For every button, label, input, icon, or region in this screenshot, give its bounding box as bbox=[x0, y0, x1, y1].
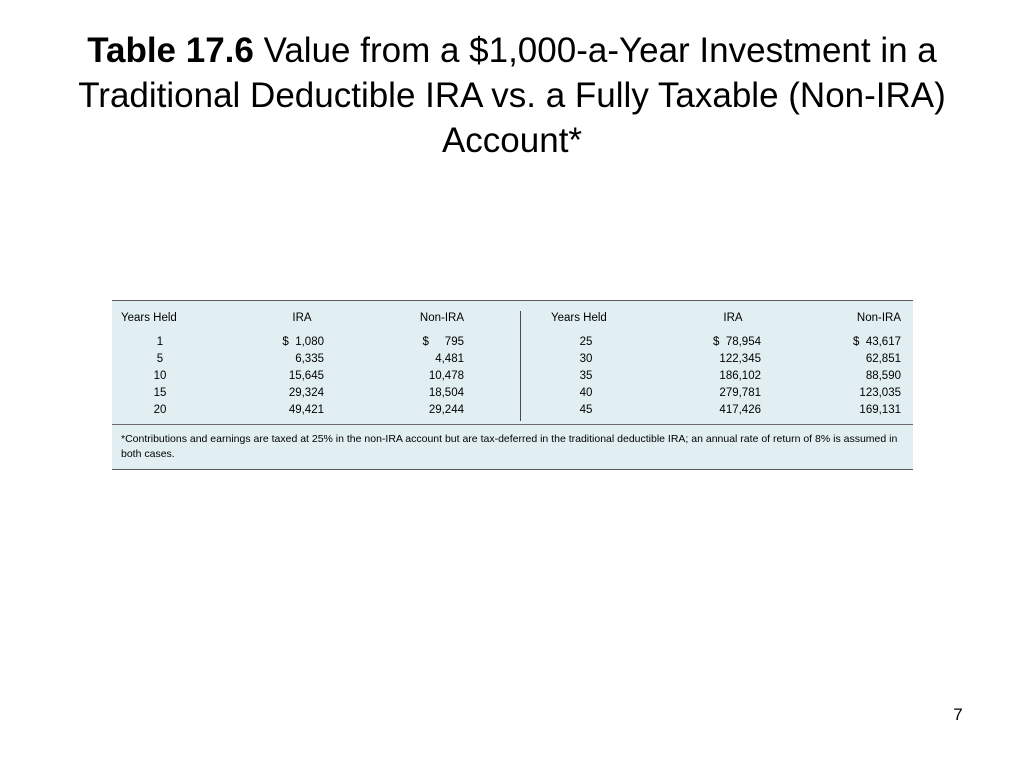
column-divider bbox=[520, 311, 521, 421]
non-ira-value-cell: 62,851 bbox=[865, 353, 901, 365]
ira-value-cell: 15,645 bbox=[288, 370, 324, 382]
years-held-cell: 35 bbox=[579, 370, 593, 382]
non-ira-value-cell: 29,244 bbox=[428, 404, 464, 416]
non-ira-value-cell: $ 43,617 bbox=[853, 336, 901, 348]
ira-value-cell: 29,324 bbox=[288, 387, 324, 399]
slide-title bbox=[40, 28, 984, 163]
header-non-ira-left: Non-IRA bbox=[419, 312, 464, 324]
years-held-cell: 5 bbox=[156, 353, 164, 365]
years-held-cell: 15 bbox=[153, 387, 167, 399]
years-held-cell: 30 bbox=[579, 353, 593, 365]
ira-comparison-table bbox=[112, 300, 913, 470]
non-ira-value-cell: 18,504 bbox=[428, 387, 464, 399]
ira-value-cell: 49,421 bbox=[288, 404, 324, 416]
years-held-cell: 25 bbox=[579, 336, 593, 348]
non-ira-value-cell: 123,035 bbox=[859, 387, 901, 399]
ira-value-cell: 417,426 bbox=[719, 404, 761, 416]
years-held-cell: 10 bbox=[153, 370, 167, 382]
non-ira-value-cell: 169,131 bbox=[859, 404, 901, 416]
years-held-cell: 1 bbox=[156, 336, 164, 348]
years-held-cell: 40 bbox=[579, 387, 593, 399]
ira-value-cell: 122,345 bbox=[719, 353, 761, 365]
header-non-ira-right: Non-IRA bbox=[856, 312, 901, 324]
years-held-cell: 20 bbox=[153, 404, 167, 416]
non-ira-value-cell: $ 795 bbox=[422, 336, 464, 348]
non-ira-value-cell: 4,481 bbox=[435, 353, 464, 365]
header-years-held-right: Years Held bbox=[551, 312, 607, 324]
header-ira-right: IRA bbox=[723, 312, 743, 324]
ira-value-cell: 279,781 bbox=[719, 387, 761, 399]
years-held-cell: 45 bbox=[579, 404, 593, 416]
ira-value-cell: 6,335 bbox=[295, 353, 324, 365]
ira-value-cell: $ 78,954 bbox=[713, 336, 761, 348]
ira-value-cell: $ 1,080 bbox=[282, 336, 324, 348]
table-footnote: *Contributions and earnings are taxed at 25% in the non-IRA account but are tax-deferred in the traditional deductible IRA; an annual rate of return of 8% is assumed in both cases. bbox=[121, 433, 898, 460]
ira-value-cell: 186,102 bbox=[719, 370, 761, 382]
header-ira-left: IRA bbox=[292, 312, 312, 324]
page-number: 7 bbox=[953, 705, 963, 724]
non-ira-value-cell: 10,478 bbox=[428, 370, 464, 382]
table-title-text: Value from a $1,000-a-Year Investment in a Traditional Deductible IRA vs. a Fully Taxable (Non-IRA) Account* bbox=[78, 31, 946, 160]
header-years-held-left: Years Held bbox=[121, 312, 177, 324]
table-label: Table 17.6 bbox=[87, 31, 254, 70]
footnote-divider bbox=[112, 424, 913, 425]
non-ira-value-cell: 88,590 bbox=[865, 370, 901, 382]
